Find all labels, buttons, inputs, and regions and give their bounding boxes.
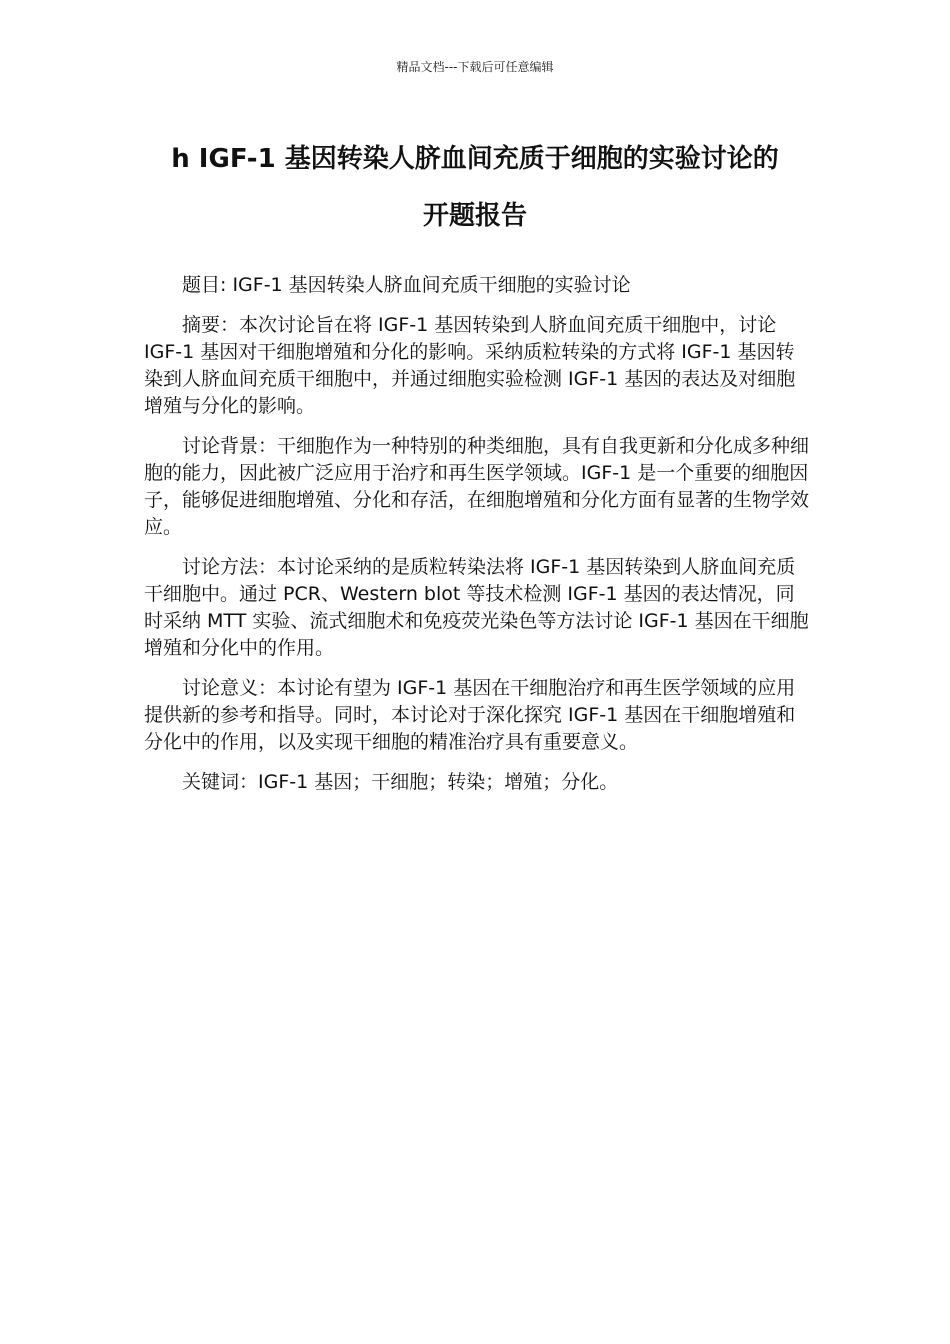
document-title-line1: h IGF-1 基因转染人脐血间充质于细胞的实验讨论的 bbox=[171, 144, 779, 174]
paragraph-background: 讨论背景：干细胞作为一种特别的种类细胞，具有自我更新和分化成多种细胞的能力，因此被广泛应用于治疗和再生医学领域。IGF-1 是一个重要的细胞因子，能够促进细胞增殖、分化和存活，在细胞增殖和分化方面有显著的生物学效应。 bbox=[144, 435, 810, 538]
document-title-line2: 开题报告 bbox=[422, 201, 527, 231]
paragraph-significance: 讨论意义：本讨论有望为 IGF-1 基因在干细胞治疗和再生医学领域的应用提供新的参考和指导。同时，本讨论对于深化探究 IGF-1 基因在干细胞增殖和分化中的作用，以及实现干细胞的精准治疗具有重要意义。 bbox=[144, 677, 796, 753]
paragraph-topic: 题目: IGF-1 基因转染人脐血间充质干细胞的实验讨论 bbox=[182, 274, 631, 296]
header-watermark: 精品文档---下载后可任意编辑 bbox=[396, 60, 554, 74]
paragraph-keywords: 关键词：IGF-1 基因；干细胞；转染；增殖；分化。 bbox=[182, 771, 619, 793]
paragraph-abstract: 摘要：本次讨论旨在将 IGF-1 基因转染到人脐血间充质干细胞中，讨论 IGF-1 基因对干细胞增殖和分化的影响。采纳质粒转染的方式将 IGF-1 基因转染到人脐血间充质干细胞中，并通过细胞实验检测 IGF-1 基因的表达及对细胞增殖与分化的影响。 bbox=[144, 314, 796, 417]
paragraph-methods: 讨论方法：本讨论采纳的是质粒转染法将 IGF-1 基因转染到人脐血间充质干细胞中。通过 PCR、Western blot 等技术检测 IGF-1 基因的表达情况，同时采纳 MTT 实验、流式细胞术和免疫荧光染色等方法讨论 IGF-1 基因在干细胞增殖和分化中的作用。 bbox=[144, 556, 809, 659]
document-body bbox=[144, 272, 810, 809]
